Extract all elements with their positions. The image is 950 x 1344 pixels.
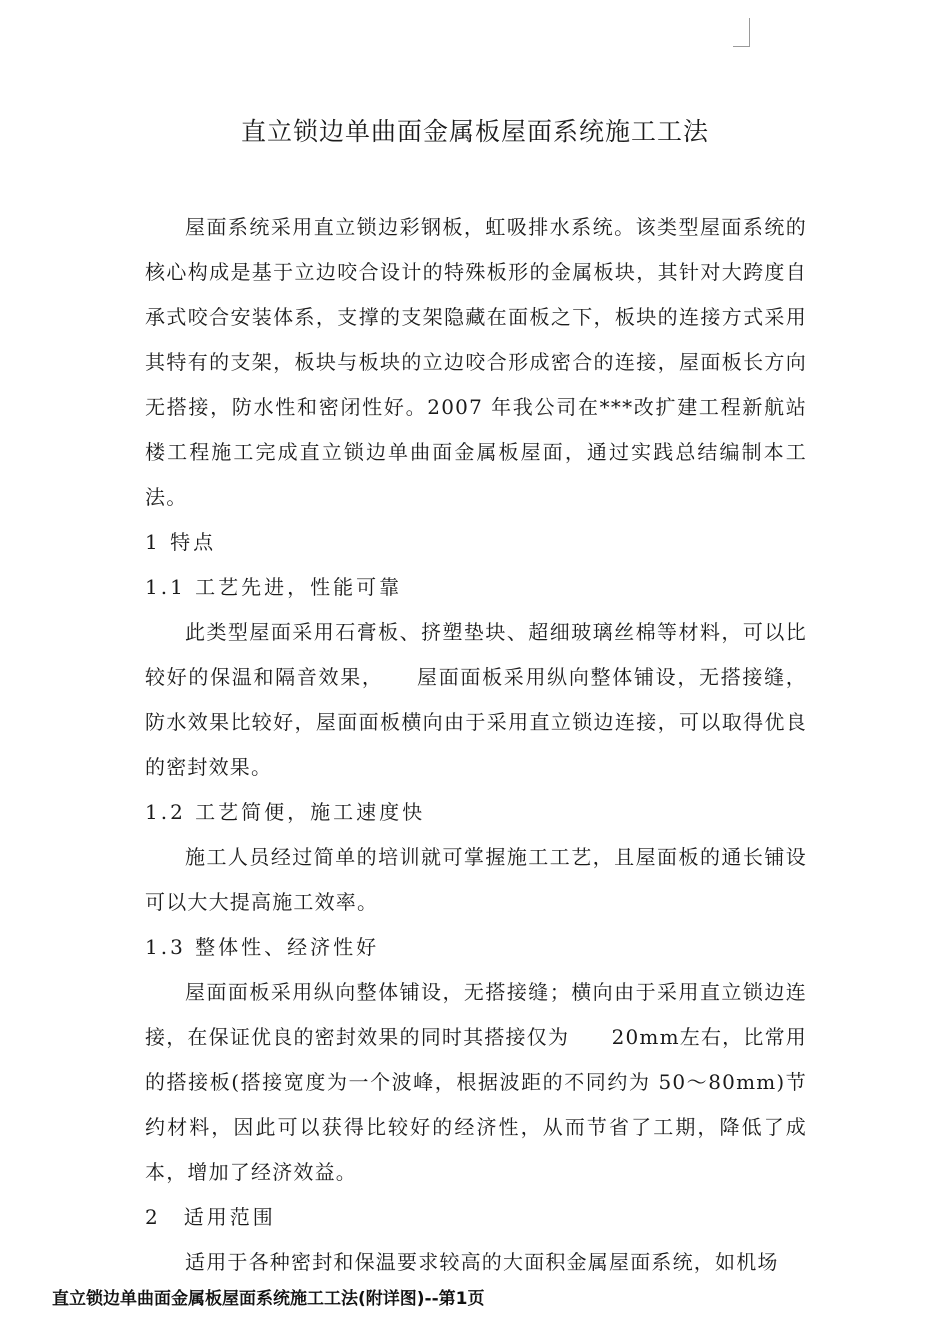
- section-1-3-heading: 1.3 整体性、经济性好: [145, 935, 380, 959]
- document-body: [145, 205, 807, 1285]
- section-1-3-paragraph: 屋面面板采用纵向整体铺设，无搭接缝；横向由于采用直立锁边连接，在保证优良的密封效果的同时其搭接仅为 20mm左右，比常用的搭接板(搭接宽度为一个波峰，根据波距的不同约为 50～80mm)节约材料，因此可以获得比较好的经济性，从而节省了工期，降低了成本，增加了经济效益。: [145, 980, 807, 1184]
- section-2-paragraph: 适用于各种密封和保温要求较高的大面积金属屋面系统，如机场: [185, 1250, 779, 1274]
- page-corner-mark: [733, 18, 750, 47]
- section-1-1-heading: 1.1 工艺先进，性能可靠: [145, 575, 403, 599]
- document-title: 直立锁边单曲面金属板屋面系统施工工法: [240, 117, 709, 146]
- intro-paragraph: 屋面系统采用直立锁边彩钢板，虹吸排水系统。该类型屋面系统的核心构成是基于立边咬合设计的特殊板形的金属板块，其针对大跨度自承式咬合安装体系，支撑的支架隐藏在面板之下，板块的连接方式采用其特有的支架，板块与板块的立边咬合形成密合的连接，屋面板长方向无搭接，防水性和密闭性好。2007 年我公司在***改扩建工程新航站楼工程施工完成直立锁边单曲面金属板屋面，通过实践总结编制本工法。: [145, 215, 807, 509]
- page-footer: 直立锁边单曲面金属板屋面系统施工工法(附详图)--第1页: [52, 1289, 485, 1309]
- section-1-2-paragraph: 施工人员经过简单的培训就可掌握施工工艺，且屋面板的通长铺设可以大大提高施工效率。: [145, 845, 807, 914]
- section-1-2-heading: 1.2 工艺简便，施工速度快: [145, 800, 426, 824]
- section-1-heading: 1 特点: [145, 530, 217, 554]
- section-2-heading: 2 适用范围: [145, 1205, 276, 1229]
- section-1-1-paragraph: 此类型屋面采用石膏板、挤塑垫块、超细玻璃丝棉等材料，可以比较好的保温和隔音效果， 屋面面板采用纵向整体铺设，无搭接缝，防水效果比较好，屋面面板横向由于采用直立锁边连接，可以取得优良的密封效果。: [145, 620, 807, 779]
